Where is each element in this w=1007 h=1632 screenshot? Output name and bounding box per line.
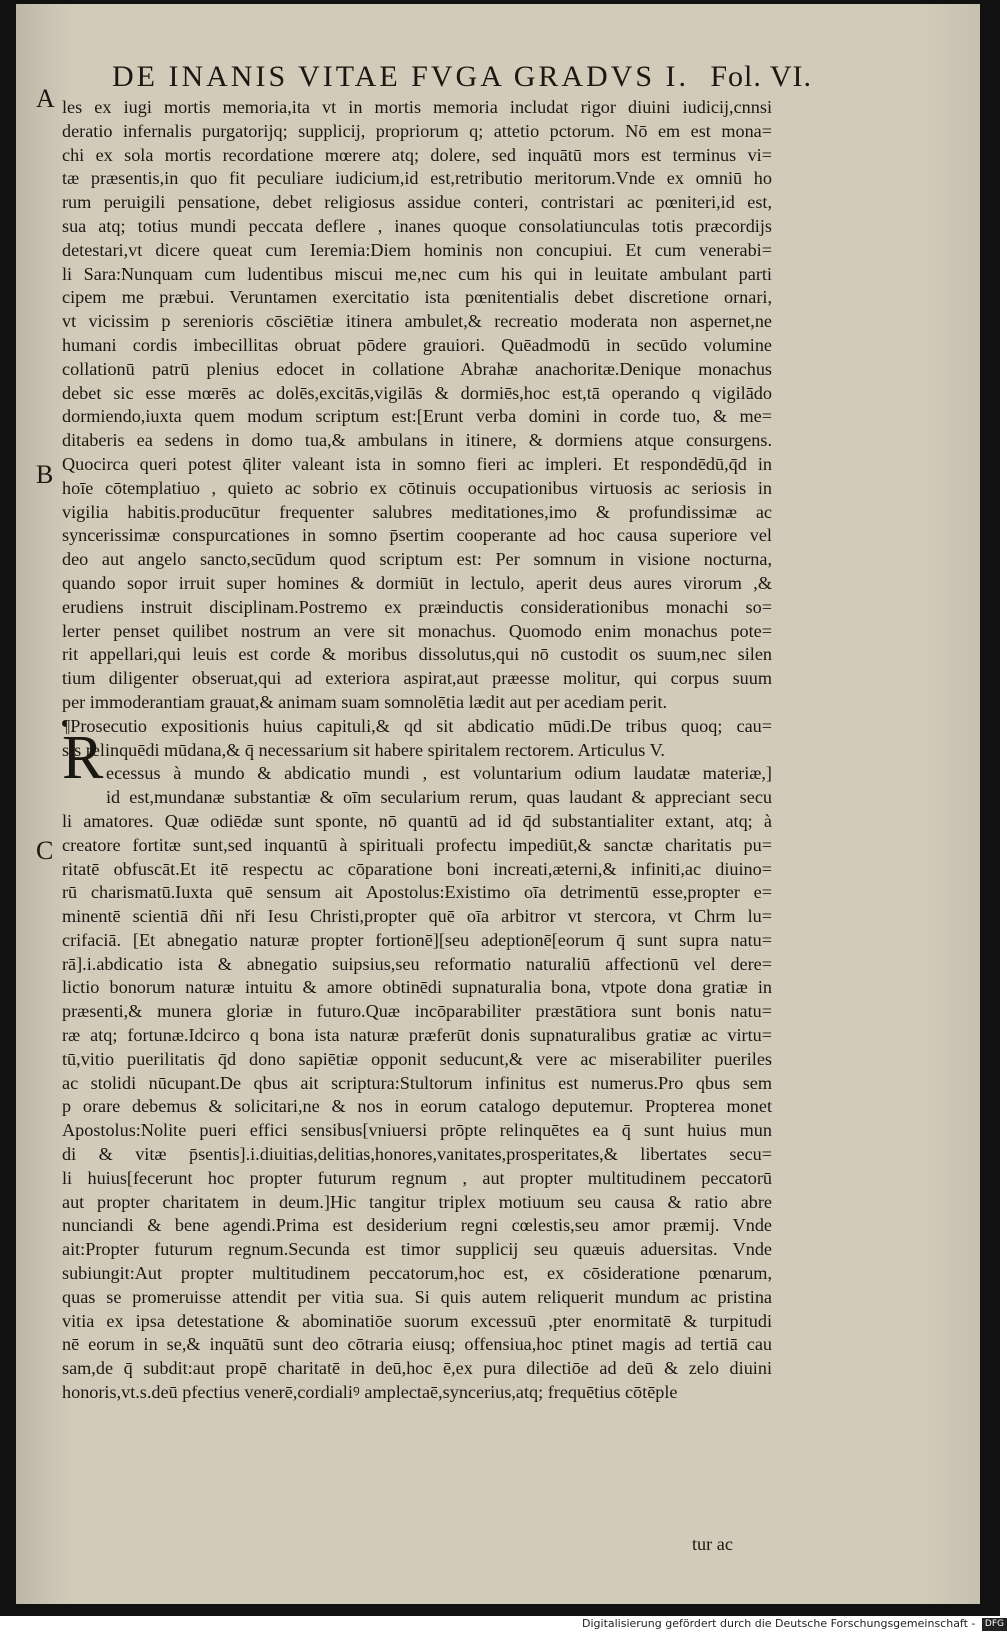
margin-letter-c: C xyxy=(36,836,54,865)
text-line: tū,vitio puerilitatis q̄d dono sapiētiæ opponit seducunt,& vere ac miserabiliter pueriles xyxy=(62,1048,772,1069)
text-line: deratio infernalis purgatorijq; supplicij, propriorum q; attetio pctorum. Nō em est mona= xyxy=(62,120,772,141)
text-line: les ex iugi mortis memoria,ita vt in mortis memoria includat rigor diuini iudicij,cnnsi xyxy=(62,97,772,117)
text-line: li amatores. Quæ odiēdæ sunt sponte, nō quantū ad id q̄d substantialiter extant, atq; à xyxy=(62,810,772,831)
text-line: sis relinquēdi mūdana,& q̄ necessarium sit habere spiritalem rectorem. Articulus V. xyxy=(62,739,665,760)
text-line: Quocirca queri potest q̄liter valeant ista in somno fieri ac impleri. Et respondēdū,q̄d in xyxy=(62,453,772,474)
text-line: crifaciā. [Et abnegatio naturæ propter fortionē][seu adeptionē[eorum q̄ sunt supra natu= xyxy=(62,929,772,950)
text-line: aut propter charitatem in deum.]Hic tangitur triplex motiuum seu causa & ratio abre xyxy=(62,1191,772,1212)
text-line: per immoderantiam grauat,& animam suam somnolētia lædit aut per acediam perit. xyxy=(62,691,668,712)
text-line: rā].i.abdicatio ista & abnegatio suipsius,seu reformatio naturaliū affectionū vel dere= xyxy=(62,953,772,974)
catchword: tur ac xyxy=(692,1534,733,1554)
text-body xyxy=(62,96,772,1536)
text-line: tium diligenter obseruat,qui ad exteriora aspirat,aut præesse molitur, qui corpus suum xyxy=(62,668,772,689)
text-line: ecessus à mundo & abdicatio mundi , est voluntarium odium laudatæ materiæ,] xyxy=(106,763,772,784)
running-header xyxy=(112,60,812,98)
text-line: syncerissimæ conspurcationes in somno p̄sertim cooperante ad hoc causa superiore vel xyxy=(62,525,772,546)
text-line: lictio bonorum naturæ intuitu & amore obtinēdi supnaturalia bona, vtpote dona gratiæ in xyxy=(62,977,772,998)
text-line: collationū patrū plenius edocet in collatione Abrahæ anachoritæ.Denique monachus xyxy=(62,358,772,379)
text-line: li huius[fecerunt hoc propter futurum regnum , aut propter multitudinem peccatorū xyxy=(62,1167,772,1188)
text-line: id est,mundanæ substantiæ & oīm secularium rerum, quas laudant & appreciant secu xyxy=(106,787,772,808)
text-line: rit appellari,qui leuis est corde & moribus dissolutus,qui nō custodit os suum,nec silen xyxy=(62,644,772,665)
text-line: nunciandi & bene agendi.Prima est desiderium regni cœlestis,seu amor præmij. Vnde xyxy=(62,1215,772,1236)
text-line: dormiendo,iuxta quem modum scriptum est:[Erunt verba domini in corde tuo, & me= xyxy=(62,406,772,427)
text-line: Apostolus:Nolite pueri effici sensibus[vniuersi prōpte relinquētes ea q̄ sunt huius mun xyxy=(62,1120,772,1141)
text-line: hoīe cōtemplatiuo , quieto ac sobrio ex cōtinuis occupationibus virtuosis ac seriosis in xyxy=(62,477,772,498)
text-line: li Sara:Nunquam cum ludentibus miscui me,nec cum his qui in leuitate ambulant parti xyxy=(62,263,772,284)
text-line: creatore fortitæ sunt,sed inquantū à spirituali profectu impediūt,& sanctæ charitatis pu= xyxy=(62,834,772,855)
text-line: honoris,vt.s.deū pfectius venerē,cordialiꝰ amplectaē,syncerius,atq; frequētius cōtēple xyxy=(62,1382,678,1403)
text-line: humani cordis imbecillitas obruat pōdere grauiori. Quēadmodū in secūdo volumine xyxy=(62,334,772,355)
text-line: ditaberis ea sedens in domo tua,& ambulans in itinere, & dormiens atque consurgens. xyxy=(62,430,772,451)
text-line: ritatē obfuscāt.Et itē respectu ac cōparatione boni increati,æterni,& infiniti,ac diuino= xyxy=(62,858,772,879)
text-line: vt vicissim p serenioris cōsciētiæ itinera ambulet,& recreatio moderata non aspernet,ne xyxy=(62,311,772,332)
text-line: chi ex sola mortis recordatione mœrere atq; dolere, sed inquātū mors est terminus vi= xyxy=(62,144,772,165)
text-line: minentē scientiā dñi nři Iesu Christi,propter quē oīa arbitror vt stercora, vt Chrm lu= xyxy=(62,906,772,927)
text-line: sua atq; totius mundi peccata deflere , inanes quoque consolatiunculas totis præcordijs xyxy=(62,215,772,236)
text-line: quas se promeruisse attendit per vitia sua. Si quis autem reliquerit mundum ac pristina xyxy=(62,1286,772,1307)
text-line: deo aut angelo sancto,secūdum quod scriptum est: Per somnum in visione nocturna, xyxy=(62,549,772,570)
text-line: detestari,vt dicere queat cum Ieremia:Diem hominis non concupiui. Et cum venerabi= xyxy=(62,239,772,260)
margin-letter-b: B xyxy=(36,460,54,489)
text-line: erudiens instruit disciplinam.Postremo ex præinductis considerationibus monachi so= xyxy=(62,596,772,617)
text-line: p orare debemus & solicitari,ne & nos in eorum catalogo deputemur. Propterea monet xyxy=(62,1096,772,1117)
dfg-logo-badge: DFG xyxy=(982,1618,1007,1631)
text-line: debet sic esse mœrēs ac dolēs,excitās,vigilās & dormiēs,hoc est,tā operando q vigilādo xyxy=(62,382,772,403)
text-line: lerter penset quilibet nostrum an vere sit monachus. Quomodo enim monachus pote= xyxy=(62,620,772,641)
drop-capital: R xyxy=(62,724,104,792)
folio-number: Fol. VI. xyxy=(710,60,812,93)
text-line: rū charismatū.Iuxta quē sensum ait Apostolus:Existimo oīa detrimentū esse,propter e= xyxy=(62,882,772,903)
text-line: tæ præsentis,in quo fit peculiare iudicium,id est,retributio meritorum.Vnde ex omniū ho xyxy=(62,168,772,189)
text-line: ræ atq; fortunæ.Idcirco q bona ista naturæ præferūt donis supnaturalibus gratiæ ac virtu= xyxy=(62,1025,772,1046)
text-line: vigilia habitis.producūtur frequenter salubres meditationes,imo & profundissimæ ac xyxy=(62,501,772,522)
credit-text: Digitalisierung gefördert durch die Deutsche Forschungsgemeinschaft - xyxy=(582,1617,976,1630)
margin-letter-a: A xyxy=(36,84,55,113)
text-line: ac stolidi nūcupant.De qbus ait scriptura:Stultorum infinitus est numerus.Pro qbus sem xyxy=(62,1072,772,1093)
text-line: præsenti,& munera gloriæ in futuro.Quæ incōparabiliter præstātiora sunt bonis natu= xyxy=(62,1001,772,1022)
text-line: vitia ex ipsa detestatione & abominatiōe suorum excessuū ,pter enormitatē & turpitudi xyxy=(62,1310,772,1331)
text-line: sam,de q̄ subdit:aut propē charitatē in deū,hoc ē,ex pura dilectiōe ad deū & zelo diuini xyxy=(62,1358,772,1379)
text-line: ¶Prosecutio expositionis huius capituli,& qd sit abdicatio mūdi.De tribus quoq; cau= xyxy=(62,715,772,736)
text-line: cipem me præbui. Veruntamen exercitatio ista pœnitentialis debet discretione ornari, xyxy=(62,287,772,308)
text-line: ait:Propter futurum regnum.Secunda est timor supplicij seu quæuis aduersitas. Vnde xyxy=(62,1239,772,1260)
text-line: di & vitæ p̄sentis].i.diuitias,delitias,honores,vanitates,prosperitates,& libertates secu= xyxy=(62,1144,772,1165)
text-line: quando sopor irruit super homines & dormiūt in lectulo, aperit deus aures virorum ,& xyxy=(62,572,772,593)
text-line: rum peruigili pensatione, debet religiosus assidue conteri, contristari ac pœniteri,id est, xyxy=(62,192,772,213)
text-line: nē eorum in se,& inquātū sunt deo cōtraria eiusq; offensiua,hoc ptinet magis ad tertiā cau xyxy=(62,1334,772,1355)
text-line: subiungit:Aut propter multitudinem peccatorum,hoc est, ex cōsideratione pœnarum, xyxy=(62,1263,772,1284)
running-title: DE INANIS VITAE FVGA GRADVS I. xyxy=(112,60,690,93)
book-page xyxy=(16,4,980,1604)
digitization-credit xyxy=(582,1616,1004,1632)
